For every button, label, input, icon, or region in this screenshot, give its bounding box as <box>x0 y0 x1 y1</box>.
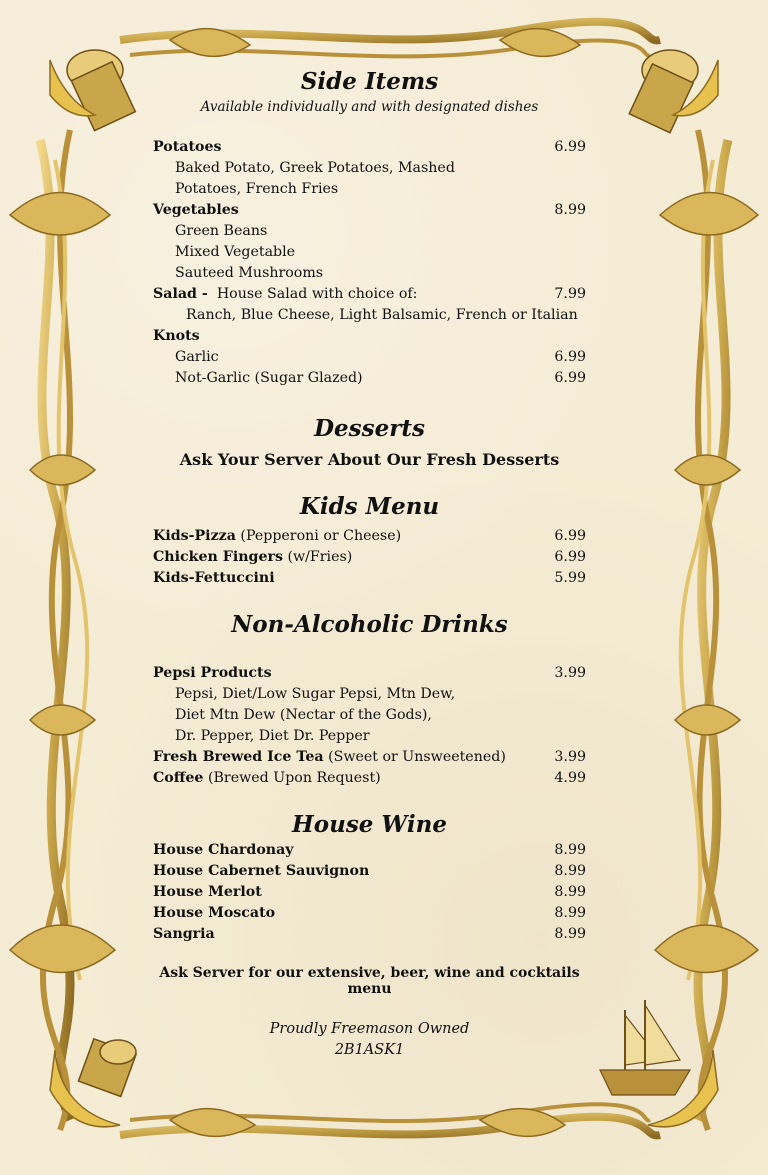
tea-note: (Sweet or Unsweetened) <box>328 749 506 765</box>
wine-item <box>153 861 586 882</box>
pepsi-label: Pepsi Products <box>153 665 272 681</box>
vegetables-label: Vegetables <box>153 202 239 218</box>
pepsi-desc-line: Pepsi, Diet/Low Sugar Pepsi, Mtn Dew, <box>175 686 456 702</box>
salad-dressing-options: Ranch, Blue Cheese, Light Balsamic, French or Italian <box>186 307 578 323</box>
vegetables-option: Green Beans <box>175 223 268 239</box>
kids-item-price: 6.99 <box>554 549 586 565</box>
wine-item-name: House Merlot <box>153 884 262 900</box>
freemason-owned-note: Proudly Freemason Owned <box>269 1021 470 1037</box>
kids-item-note: (w/Fries) <box>287 549 353 565</box>
kids-item-name: Kids-Pizza <box>153 528 236 544</box>
wine-item-name: House Chardonay <box>153 842 294 858</box>
pepsi-desc-line: Dr. Pepper, Diet Dr. Pepper <box>175 728 370 744</box>
pepsi-price: 3.99 <box>554 665 586 681</box>
potatoes-desc-line: Baked Potato, Greek Potatoes, Mashed <box>175 160 455 176</box>
coffee-row <box>153 768 586 789</box>
menu-content <box>153 68 586 1061</box>
potatoes-price: 6.99 <box>554 139 586 155</box>
knots-item <box>153 347 586 368</box>
salad-desc: House Salad with choice of: <box>216 286 418 302</box>
house-wine-title: House Wine <box>292 811 447 838</box>
wine-item-name: Sangria <box>153 926 215 942</box>
coffee-price: 4.99 <box>554 770 586 786</box>
wine-item-price: 8.99 <box>554 905 586 921</box>
kids-item <box>153 568 586 589</box>
wine-item-name: House Moscato <box>153 905 276 921</box>
kids-item-note: (Pepperoni or Cheese) <box>240 528 402 544</box>
potatoes-row <box>153 137 586 158</box>
coffee-note: (Brewed Upon Request) <box>207 770 381 786</box>
potatoes-desc-line: Potatoes, French Fries <box>175 181 339 197</box>
kids-item <box>153 547 586 568</box>
salad-label: Salad - <box>153 286 208 302</box>
kids-item-price: 5.99 <box>554 570 586 586</box>
wine-item <box>153 882 586 903</box>
side-items-title: Side Items <box>300 68 439 95</box>
wine-item <box>153 903 586 924</box>
knots-label: Knots <box>153 328 200 344</box>
wine-item <box>153 924 586 945</box>
cocktails-menu-note: Ask Server for our extensive, beer, wine and cocktails menu <box>159 965 580 997</box>
knots-item-name: Not-Garlic (Sugar Glazed) <box>175 370 363 386</box>
menu-code: 2B1ASK1 <box>334 1042 405 1058</box>
drinks-title: Non-Alcoholic Drinks <box>231 611 508 638</box>
tea-name: Fresh Brewed Ice Tea <box>153 749 324 765</box>
tea-row <box>153 747 586 768</box>
wine-item-name: House Cabernet Sauvignon <box>153 863 370 879</box>
desserts-title: Desserts <box>314 415 425 442</box>
side-items-subtitle: Available individually and with designated dishes <box>200 99 539 115</box>
wine-item-price: 8.99 <box>554 863 586 879</box>
pepsi-row <box>153 663 586 684</box>
knots-item <box>153 368 586 389</box>
vegetables-row <box>153 200 586 221</box>
wine-item-price: 8.99 <box>554 926 586 942</box>
potatoes-label: Potatoes <box>153 139 222 155</box>
salad-row <box>153 284 586 305</box>
knots-item-price: 6.99 <box>554 349 586 365</box>
wine-item-price: 8.99 <box>554 884 586 900</box>
vegetables-option: Sauteed Mushrooms <box>175 265 324 281</box>
coffee-name: Coffee <box>153 770 204 786</box>
salad-price: 7.99 <box>554 286 586 302</box>
kids-item-name: Kids-Fettuccini <box>153 570 275 586</box>
desserts-text: Ask Your Server About Our Fresh Desserts <box>179 450 560 469</box>
kids-item-price: 6.99 <box>554 528 586 544</box>
vegetables-price: 8.99 <box>554 202 586 218</box>
pepsi-desc-line: Diet Mtn Dew (Nectar of the Gods), <box>175 707 432 723</box>
vegetables-option: Mixed Vegetable <box>175 244 296 260</box>
tea-price: 3.99 <box>554 749 586 765</box>
wine-item <box>153 840 586 861</box>
wine-item-price: 8.99 <box>554 842 586 858</box>
knots-item-price: 6.99 <box>554 370 586 386</box>
kids-item <box>153 526 586 547</box>
knots-row <box>153 326 586 347</box>
kids-menu-title: Kids Menu <box>299 493 440 520</box>
knots-item-name: Garlic <box>175 349 219 365</box>
kids-item-name: Chicken Fingers <box>153 549 283 565</box>
